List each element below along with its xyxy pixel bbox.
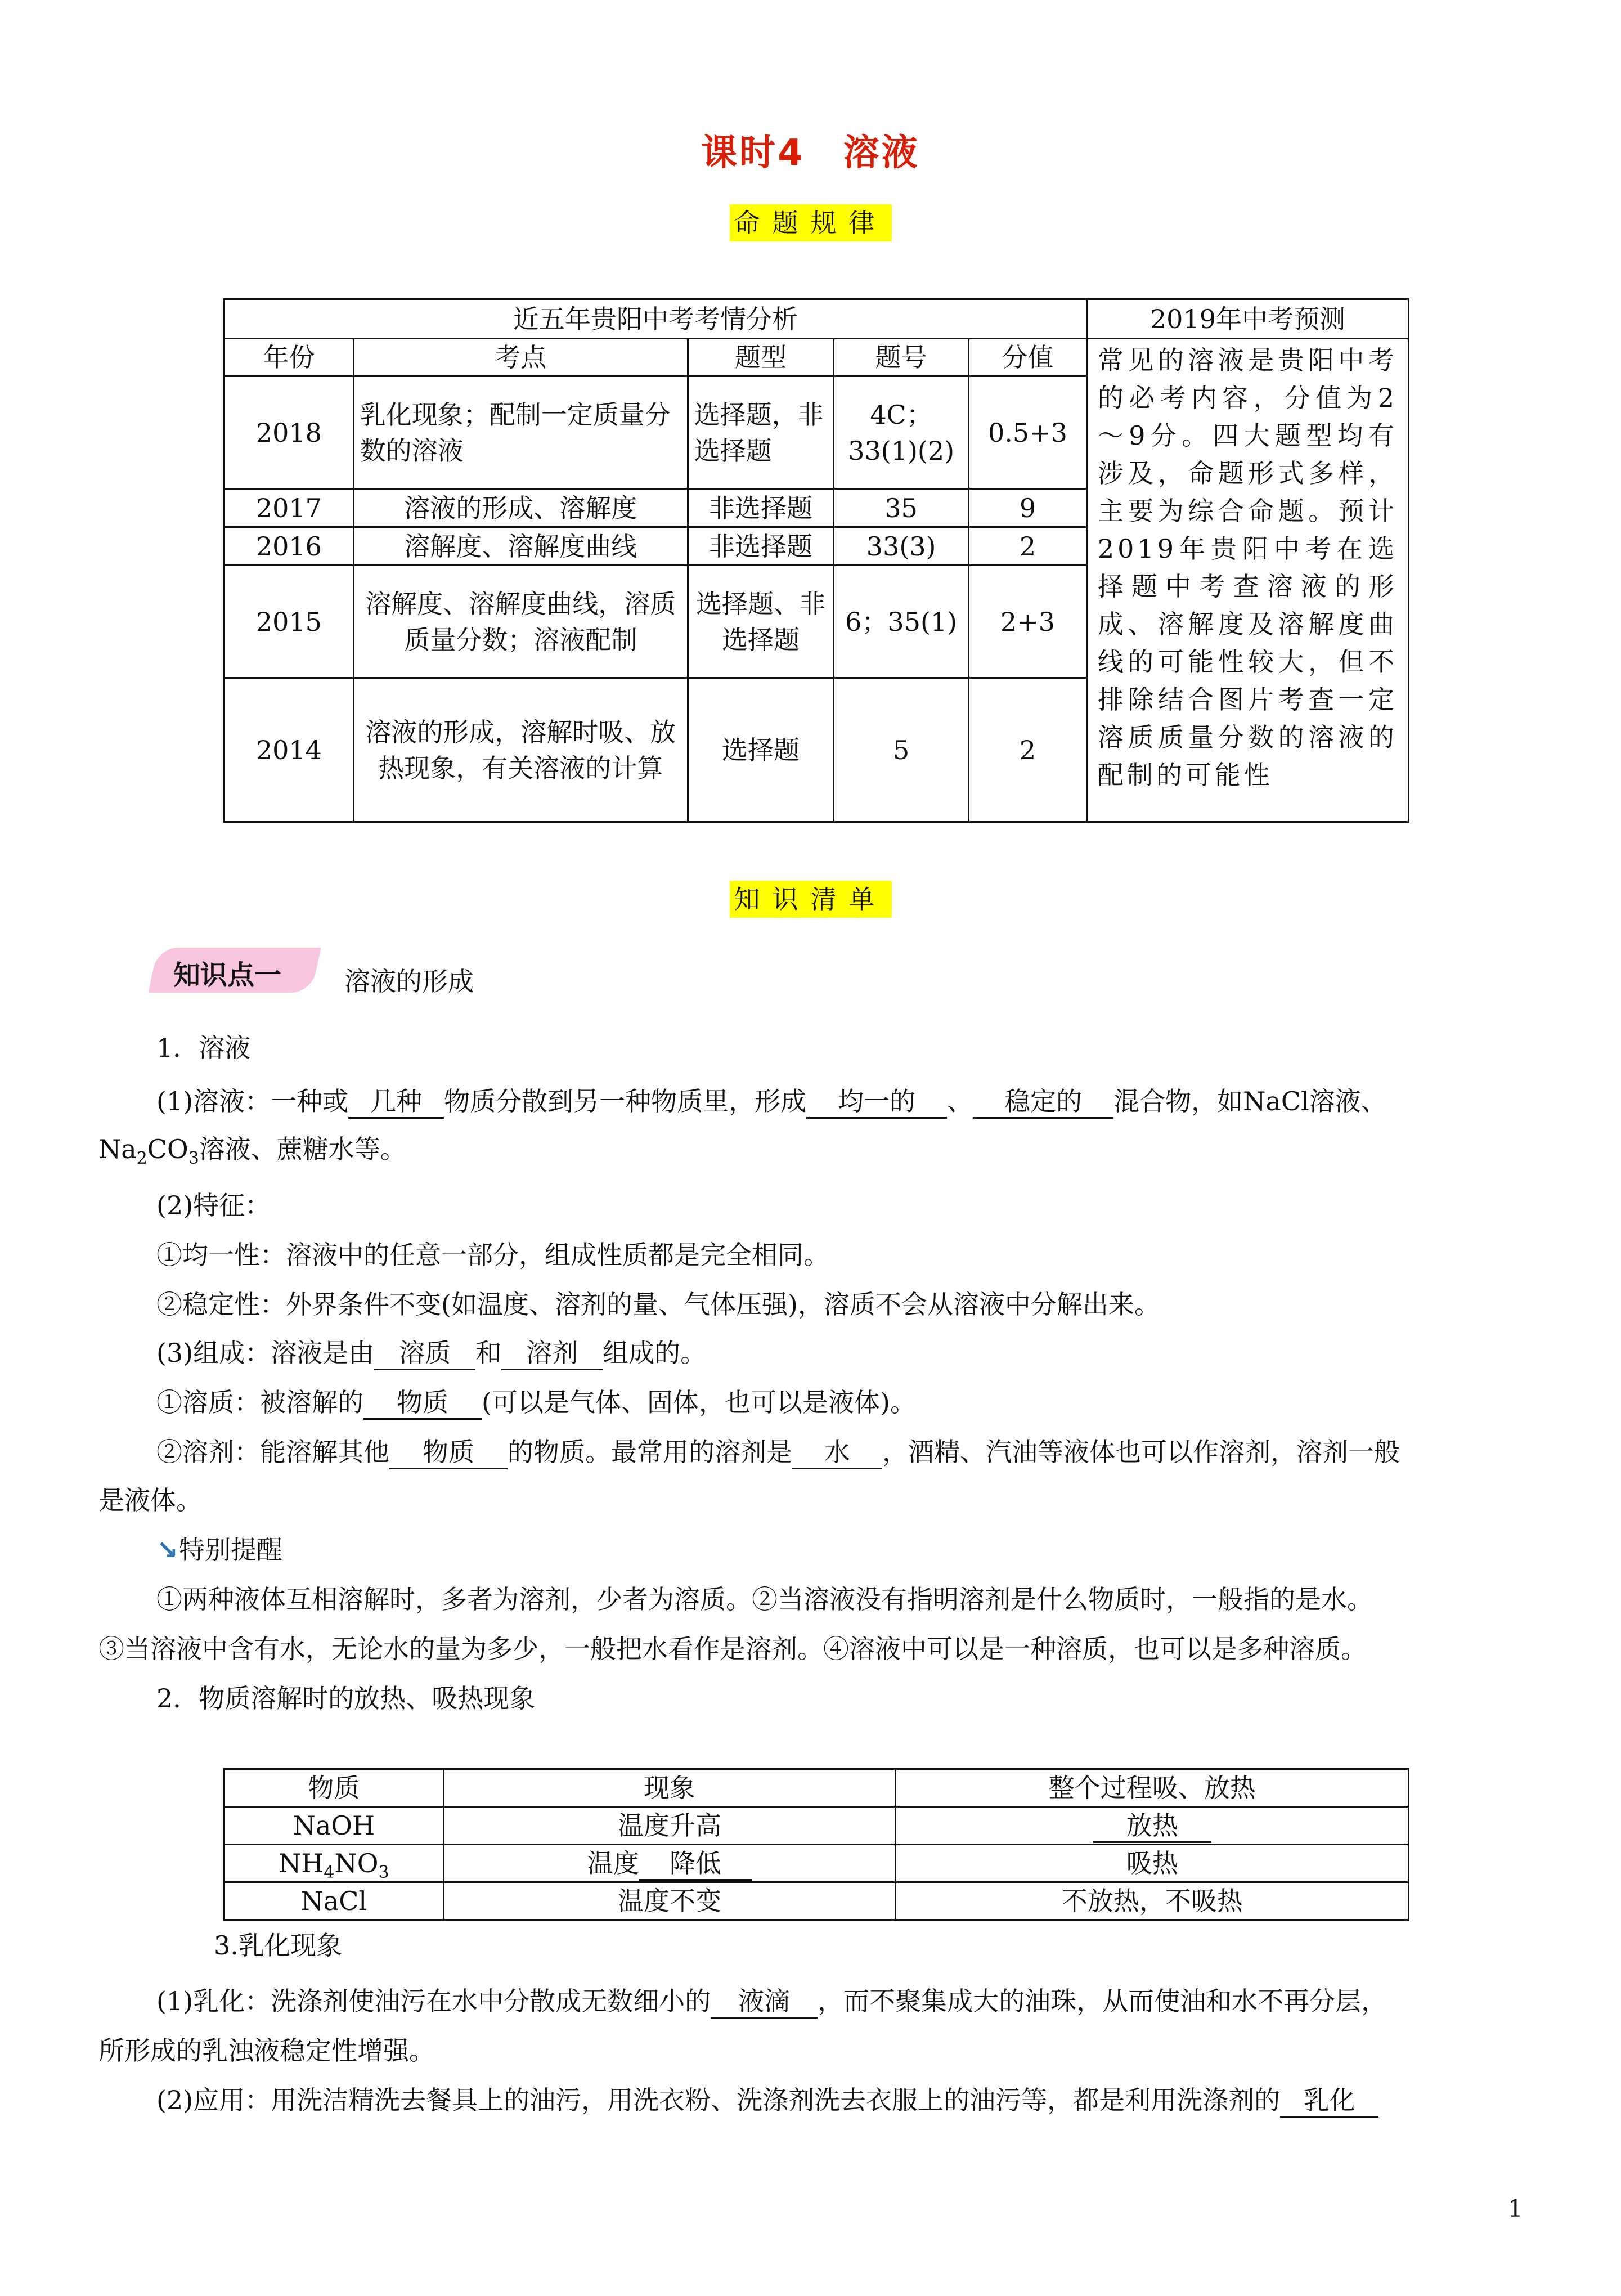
paragraph: (1)溶液：一种或 几种 物质分散到另一种物质里，形成 均一的 、 稳定的 混合物，如NaCl溶液、 [156,1083,1387,1119]
prediction-text: 常见的溶液是贵阳中考的必考内容，分值为2～9分。四大题型均有涉及，命题形式多样，主要为综合命题。预计2019年贵阳中考在选择题中考查溶液的形成、溶解度及溶解度曲线的可能性较大，但不排除结合图片考查一定溶质质量分数的溶液的配制的可能性 [1086,339,1408,822]
column-header: 题型 [688,339,834,376]
subsection-heading: 1．溶液 [156,1033,251,1063]
paragraph: (1)乳化：洗涤剂使油污在水中分散成无数细小的 液滴 ，而不聚集成大的油珠，从而使油和水不再分层， [156,1983,1387,2019]
dissolution-heat-table [223,1768,1409,1921]
paragraph: (3)组成：溶液是由 溶质 和 溶剂 组成的。 [156,1335,706,1371]
column-header: 整个过程吸、放热 [896,1769,1409,1807]
fill-blank: 溶剂 [501,1337,603,1370]
knowledge-point-badge-label: 知识点一 [173,959,282,991]
fill-blank: 溶质 [374,1337,475,1370]
exam-analysis-table [223,298,1409,823]
column-header: 考点 [353,339,688,376]
paragraph: (2)应用：用洗洁精洗去餐具上的油污，用洗衣粉、洗涤剂洗去衣服上的油污等，都是利用洗涤剂的 乳化 [156,2082,1378,2118]
arrow-down-right-icon: ↘ [156,1535,178,1565]
paragraph: ②溶剂：能溶解其他 物质 的物质。最常用的溶剂是 水 ，酒精、汽油等液体也可以作溶剂，溶剂一般 [156,1434,1400,1470]
page-number: 1 [1508,2195,1523,2222]
column-header: 题号 [834,339,969,376]
fill-blank: 降低 [639,1847,752,1881]
section-header-rules: 命题规律 [0,203,1621,240]
table-row: NaOH 温度升高 放热 [224,1807,1409,1845]
fill-blank: 放热 [1093,1810,1211,1843]
tip-heading: ↘特别提醒 [156,1532,282,1568]
page-title: 课时4 溶液 [701,132,920,174]
table-row: 2015 溶解度、溶解度曲线，溶质质量分数；溶液配制 选择题、非选择题 6；35(1) 2+3 [224,566,1409,678]
column-header: 分值 [969,339,1087,376]
paragraph: ③当溶液中含有水，无论水的量为多少，一般把水看作是溶剂。④溶液中可以是一种溶质，也可以是多种溶质。 [98,1634,1367,1664]
paragraph: ①溶质：被溶解的 物质 (可以是气体、固体，也可以是液体)。 [156,1384,916,1420]
paragraph: $Na_2CO_3$溶液、蔗糖水等。 [98,1134,406,1169]
fill-blank: 乳化 [1280,2084,1378,2118]
fill-blank: 几种 [348,1086,444,1119]
fill-blank: 均一的 [806,1086,947,1119]
table-header-analysis: 近五年贵阳中考考情分析 [224,299,1087,339]
fill-blank: 物质 [389,1436,508,1469]
table-row: 2016 溶解度、溶解度曲线 非选择题 33(3) 2 [224,527,1409,566]
table-row: $NH_4NO_3$ 温度 降低 吸热 [224,1845,1409,1882]
paragraph: 所形成的乳浊液稳定性增强。 [98,2035,435,2066]
table-header-prediction: 2019年中考预测 [1086,299,1408,339]
paragraph: ①两种液体互相溶解时，多者为溶剂，少者为溶质。②当溶液没有指明溶剂是什么物质时，一般指的是水。 [156,1584,1373,1615]
paragraph: ①均一性：溶液中的任意一部分，组成性质都是完全相同。 [156,1240,829,1270]
section-header-knowledge: 知识清单 [0,879,1621,916]
knowledge-point-title: 溶液的形成 [344,966,474,997]
table-row: 2017 溶液的形成、溶解度 非选择题 35 9 [224,489,1409,527]
table-row: 2018 乳化现象；配制一定质量分数的溶液 选择题，非选择题 4C；33(1)(2) 0.5+3 [224,376,1409,489]
table-row: 2014 溶液的形成，溶解时吸、放热现象，有关溶液的计算 选择题 5 2 [224,678,1409,822]
fill-blank: 液滴 [711,1985,818,2019]
column-header: 年份 [224,339,354,376]
subsection-heading: 3.乳化现象 [214,1930,342,1961]
paragraph: 是液体。 [98,1485,202,1515]
fill-blank: 稳定的 [973,1086,1113,1119]
fill-blank: 水 [792,1436,882,1469]
fill-blank: 物质 [363,1387,482,1420]
subsection-heading: 2．物质溶解时的放热、吸热现象 [156,1683,536,1714]
paragraph: (2)特征： [156,1190,271,1221]
paragraph: ②稳定性：外界条件不变(如温度、溶剂的量、气体压强)，溶质不会从溶液中分解出来。 [156,1289,1160,1320]
column-header: 物质 [224,1769,444,1807]
table-row: NaCl 温度不变 不放热，不吸热 [224,1882,1409,1920]
column-header: 现象 [443,1769,896,1807]
